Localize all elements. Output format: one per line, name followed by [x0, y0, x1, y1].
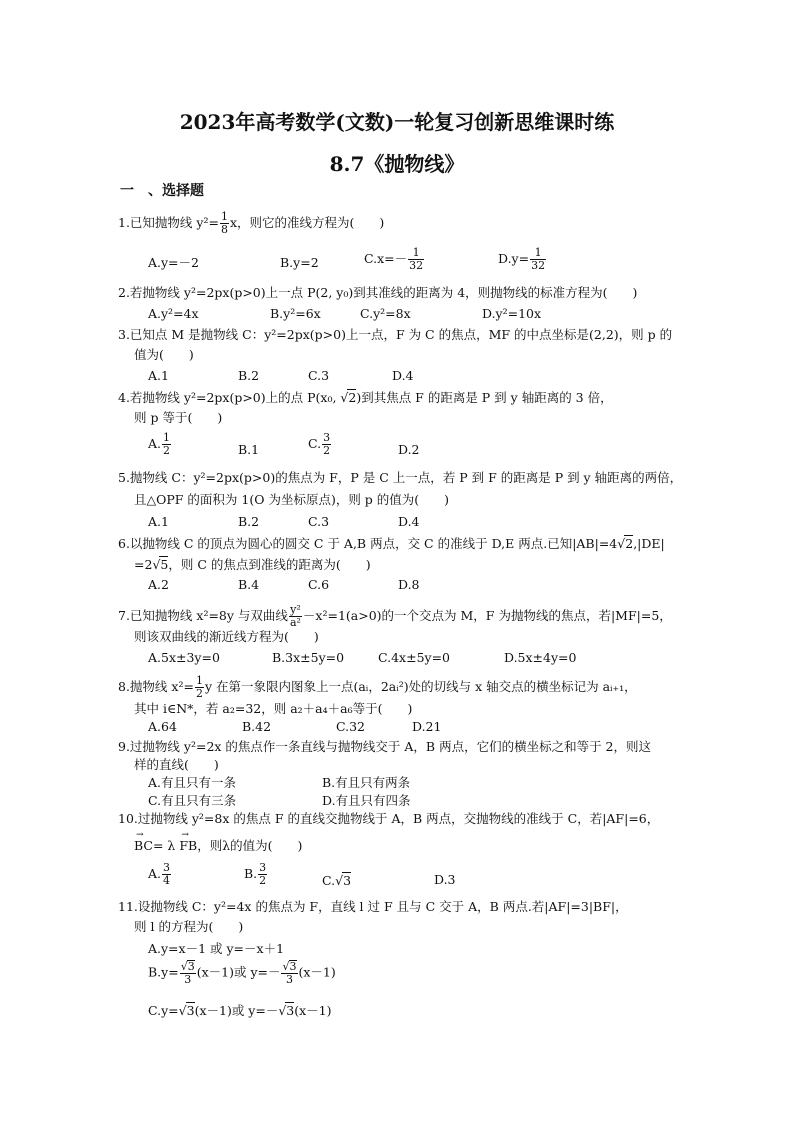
- option-a: A.有且只有一条: [148, 775, 237, 790]
- option-c: C.6: [308, 577, 330, 592]
- option-a: A.64: [148, 719, 177, 734]
- option-a: A.y²=4x: [148, 306, 199, 321]
- document-subtitle: 8.7《抛物线》: [329, 152, 465, 176]
- option-b: B. $\frac{3}{2}$: [244, 861, 267, 887]
- option-c: C.√3: [322, 873, 352, 888]
- question-9-cont: 样的直线( ): [134, 757, 219, 772]
- question-6: 6.以抛物线 C 的顶点为圆心的圆交 C 于 A,B 两点，交 C 的准线于 D,E 两点.已知|AB|=4√2,|DE|: [118, 536, 665, 551]
- option-b: B.42: [242, 719, 272, 734]
- option-b: B.y= $\frac{√3}{3}$ (x－1)或 y=－ $\frac{√3}{3}$ (x－1): [148, 960, 336, 986]
- option-a: A. $\frac{3}{4}$: [148, 861, 171, 887]
- option-c: C.4x±5y=0: [378, 650, 451, 665]
- question-10-cont: → BC= λ → FB，则λ的值为( ): [134, 838, 302, 854]
- option-d: D.4: [392, 368, 414, 383]
- question-8-cont: 其中 i∈N*，若 a₂=32，则 a₂＋a₄＋a₆等于( ): [134, 701, 413, 716]
- option-b: B.3x±5y=0: [272, 650, 345, 665]
- option-b: B.1: [238, 442, 260, 457]
- question-10: 10.过抛物线 y²=8x 的焦点 F 的直线交抛物线于 A，B 两点，交抛物线的准线于 C，若|AF|=6，: [118, 811, 660, 826]
- option-c: C. $\frac{3}{2}$: [308, 431, 331, 457]
- question-6-cont: =2√5，则 C 的焦点到准线的距离为( ): [134, 557, 371, 572]
- option-a: A.1: [148, 514, 169, 529]
- question-7: 7.已知抛物线 x²=8y 与双曲线 $\frac{\text{y²}}{\text{a²}}$ －x²=1(a>0)的一个交点为 M，F 为抛物线的焦点，若|MF|=5，: [118, 603, 672, 629]
- question-7-cont: 则该双曲线的渐近线方程为( ): [134, 629, 319, 644]
- option-d: D.21: [412, 719, 442, 734]
- question-11-cont: 则 l 的方程为( ): [134, 919, 244, 934]
- question-4-cont: 则 p 等于( ): [134, 410, 223, 425]
- option-b: B.y=2: [280, 255, 319, 270]
- option-c: C.y²=8x: [360, 306, 411, 321]
- option-c: C.x=－ $\frac{1}{32}$: [364, 246, 424, 272]
- option-b: B.有且只有两条: [322, 775, 411, 790]
- option-a: A.y=－2: [148, 255, 199, 270]
- option-b: B.y²=6x: [270, 306, 321, 321]
- option-a: A.2: [148, 577, 169, 592]
- question-4: 4.若抛物线 y²=2px(p>0)上的点 P(x₀, √2)到其焦点 F 的距离是 P 到 y 轴距离的 3 倍，: [118, 390, 613, 405]
- option-d: D.3: [434, 872, 456, 887]
- option-a: A.1: [148, 368, 169, 383]
- option-a: A. $\frac{1}{2}$: [148, 431, 171, 457]
- option-c: C.32: [336, 719, 365, 734]
- document-title: 2023年高考数学(文数)一轮复习创新思维课时练: [179, 110, 615, 134]
- option-b: B.4: [238, 577, 260, 592]
- option-a: A.y=x－1 或 y=－x＋1: [148, 941, 285, 956]
- question-2: 2.若抛物线 y²=2px(p>0)上一点 P(2, y₀)到其准线的距离为 4，则抛物线的标准方程为( ): [118, 285, 638, 300]
- option-d: D.2: [398, 442, 420, 457]
- question-11: 11.设抛物线 C：y²=4x 的焦点为 F，直线 l 过 F 且与 C 交于 A，B 两点.若|AF|=3|BF|，: [118, 899, 628, 914]
- option-d: D.y²=10x: [482, 306, 542, 321]
- question-5-cont: 且△OPF 的面积为 1(O 为坐标原点)，则 p 的值为( ): [134, 492, 450, 507]
- fraction: $\frac{1}{8}$: [220, 210, 228, 236]
- option-c: C.3: [308, 514, 330, 529]
- option-d: D.4: [398, 514, 420, 529]
- section-heading: 一 、选择题: [120, 183, 204, 199]
- option-c: C.y=√3(x－1)或 y=－√3(x－1): [148, 1003, 332, 1018]
- option-a: A.5x±3y=0: [148, 650, 220, 665]
- question-3-cont: 值为( ): [134, 347, 194, 362]
- option-d: D.有且只有四条: [322, 793, 411, 808]
- option-c: C.3: [308, 368, 330, 383]
- question-3: 3.已知点 M 是抛物线 C：y²=2px(p>0)上一点，F 为 C 的焦点，MF 的中点坐标是(2,2)，则 p 的: [118, 327, 673, 342]
- option-c: C.有且只有三条: [148, 793, 237, 808]
- question-1: 1.已知抛物线 y²= $\frac{1}{8}$ x，则它的准线方程为( ): [118, 210, 385, 236]
- option-d: D.y= $\frac{1}{32}$: [498, 246, 546, 272]
- question-5: 5.抛物线 C：y²=2px(p>0)的焦点为 F，P 是 C 上一点，若 P 到 F 的距离是 P 到 y 轴距离的两倍，: [118, 470, 683, 485]
- option-d: D.5x±4y=0: [504, 650, 577, 665]
- option-d: D.8: [398, 577, 420, 592]
- option-b: B.2: [238, 368, 260, 383]
- question-9: 9.过抛物线 y²=2x 的焦点作一条直线与抛物线交于 A，B 两点，它们的横坐标之和等于 2，则这: [118, 739, 652, 754]
- option-b: B.2: [238, 514, 260, 529]
- question-8: 8.抛物线 x²= $\frac{1}{2}$ y 在第一象限内图象上一点(aᵢ，2aᵢ²)处的切线与 x 轴交点的横坐标记为 aᵢ₊₁，: [118, 674, 637, 700]
